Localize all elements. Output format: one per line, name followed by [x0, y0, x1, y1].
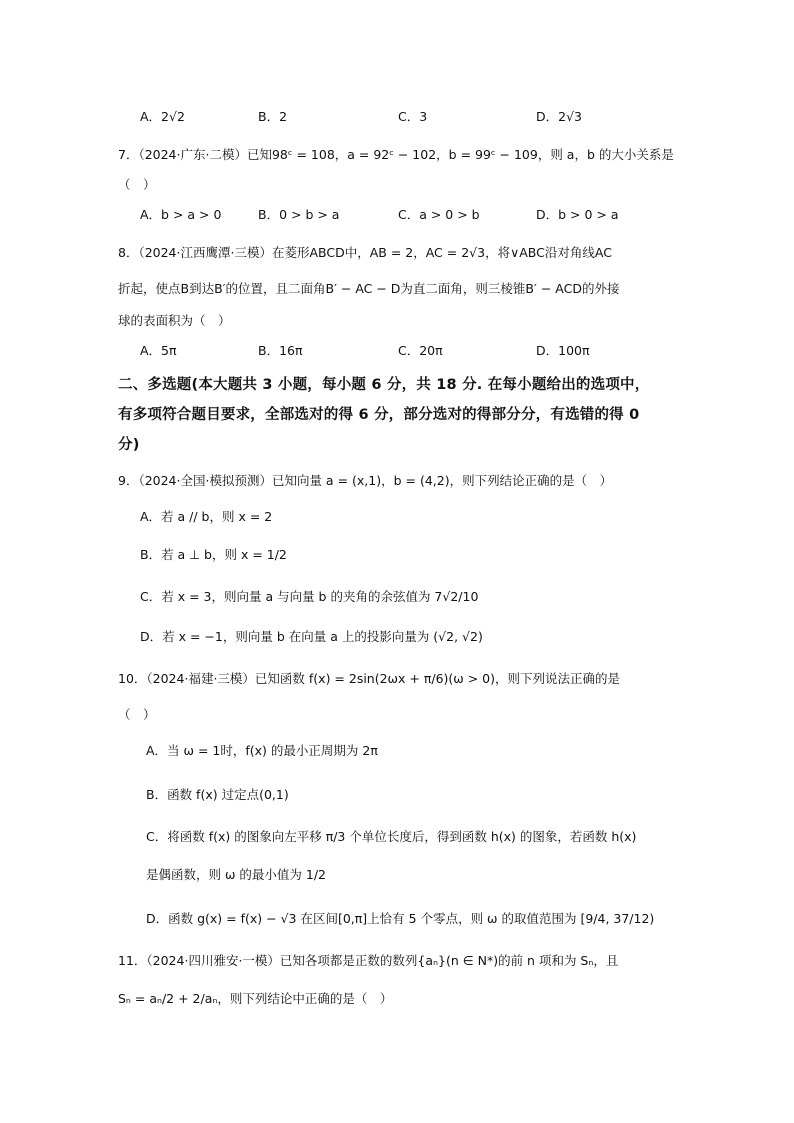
- q10-option-c-line2: 是偶函数，则 ω 的最小值为 1/2: [146, 867, 327, 882]
- q9-option-d: D．若 x = −1，则向量 b 在向量 a 上的投影向量为 (√2, √2): [140, 629, 483, 644]
- q9-option-a: A．若 a // b，则 x = 2: [140, 509, 273, 524]
- q7-option-c: C．a > 0 > b: [398, 207, 480, 222]
- section2-heading-line1: 二、多选题(本大题共 3 小题，每小题 6 分，共 18 分. 在每小题给出的选项中，: [118, 377, 650, 393]
- q9-option-b: B．若 a ⊥ b，则 x = 1/2: [140, 547, 287, 562]
- q10-option-d: D．函数 g(x) = f(x) − √3 在区间[0,π]上恰有 5 个零点，则 ω 的取值范围为 [9/4, 37/12): [146, 911, 655, 926]
- q8-stem-line2: 折起，使点B到达B′的位置，且二面角B′ − AC − D为直二面角，则三棱锥B′ − ACD的外接: [118, 281, 620, 296]
- q10-stem-line1: 10．（2024·福建·三模）已知函数 f(x) = 2sin(2ωx + π/6)(ω > 0)，则下列说法正确的是: [118, 671, 620, 686]
- q8-stem-line1: 8．（2024·江西鹰潭·三模）在菱形ABCD中，AB = 2，AC = 2√3，将∨ABC沿对角线AC: [118, 245, 612, 260]
- q9-stem: 9．（2024·全国·模拟预测）已知向量 a = (x,1)，b = (4,2)，则下列结论正确的是（ ）: [118, 473, 613, 488]
- q10-option-c-line1: C．将函数 f(x) 的图象向左平移 π/3 个单位长度后，得到函数 h(x) 的图象，若函数 h(x): [146, 829, 637, 844]
- q8-option-d: D．100π: [536, 343, 590, 358]
- q11-stem-line1: 11．（2024·四川雅安·一模）已知各项都是正数的数列{aₙ}(n ∈ N*)的前 n 项和为 Sₙ，且: [118, 953, 619, 968]
- q6-option-d: D．2√3: [536, 109, 582, 124]
- q7-stem-line1: 7．（2024·广东·二模）已知98ᶜ = 108，a = 92ᶜ − 102，b = 99ᶜ − 109，则 a，b 的大小关系是: [118, 147, 674, 162]
- q9-option-c: C．若 x = 3，则向量 a 与向量 b 的夹角的余弦值为 7√2/10: [140, 589, 479, 604]
- q8-stem-line3: 球的表面积为（ ）: [118, 313, 231, 328]
- q10-option-a: A．当 ω = 1时，f(x) 的最小正周期为 2π: [146, 743, 378, 758]
- q10-option-b: B．函数 f(x) 过定点(0,1): [146, 787, 289, 802]
- q7-option-d: D．b > 0 > a: [536, 207, 619, 222]
- q8-option-b: B．16π: [258, 343, 303, 358]
- q6-option-a: A．2√2: [140, 109, 185, 124]
- q7-stem-line2: （ ）: [118, 177, 156, 192]
- q8-option-a: A．5π: [140, 343, 177, 358]
- q11-stem-line2: Sₙ = aₙ/2 + 2/aₙ，则下列结论中正确的是（ ）: [118, 991, 393, 1006]
- q10-stem-line2: （ ）: [118, 707, 156, 722]
- q7-option-b: B．0 > b > a: [258, 207, 340, 222]
- q7-option-a: A．b > a > 0: [140, 207, 222, 222]
- q6-option-c: C．3: [398, 109, 428, 124]
- q8-option-c: C．20π: [398, 343, 443, 358]
- section2-heading-line2: 有多项符合题目要求，全部选对的得 6 分，部分选对的得部分分，有选错的得 0: [118, 407, 640, 423]
- section2-heading-line3: 分): [118, 437, 140, 453]
- q6-option-b: B．2: [258, 109, 288, 124]
